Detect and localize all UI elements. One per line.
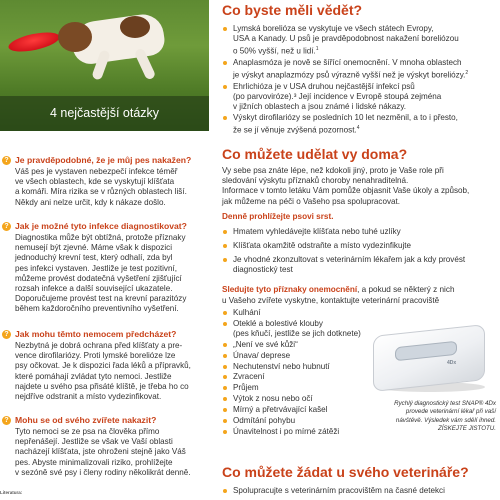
item-line: Klíšťata okamžitě odstraňte a místo vydezinfikujte [233, 241, 412, 251]
qa-question: Je pravděpodobné, že je můj pes nakažen? [15, 155, 192, 165]
answer-line: které pomáhají zvládat tyto nemoci. Jestliže [15, 371, 172, 381]
answer-line: Tyto nemoci se ze psa na člověka přímo [15, 427, 160, 436]
item-line: Spolupracujte s veterinárním pracovištěm na časné detekci [233, 486, 445, 495]
daily-check-list [222, 227, 465, 276]
answer-line: nejdříve odstranit a místo vydezinfikovat. [15, 392, 162, 402]
item-line: Oteklé a bolestivé klouby [233, 318, 323, 328]
answer-line: pes infekci vystaven. Jestliže je test pozitivní, [15, 263, 177, 273]
item-line [233, 44, 468, 57]
section-title-ask-vet: Co můžete žádat u svého veterináře? [222, 464, 469, 480]
list-item [222, 82, 468, 112]
bullet-icon [223, 85, 227, 89]
item-text: že se jí věnuje zvýšená pozornost. [233, 125, 357, 135]
did-you-know-list [222, 24, 468, 137]
bullet-icon [223, 375, 227, 379]
item-line: Lymská borelióza se vyskytuje ve všech státech Evropy, [233, 24, 434, 33]
item-line: (pes kňučí, jestliže se jich dotknete) [233, 328, 361, 338]
list-item [222, 319, 361, 339]
caption-line: provede veterinární lékař při vaší [405, 408, 496, 416]
list-item [222, 227, 465, 237]
answer-line: Diagnostika může být obtížná, protože příznaky [15, 233, 186, 242]
symptom-list [222, 308, 361, 438]
item-line: Je vhodné zkonzultovat s veterinárním lékařem jak a kdy provést [233, 255, 466, 265]
answer-line: během každoročního preventivního vyšetření. [15, 304, 179, 314]
caption-line: ZÍSKEJTE JISTOTU. [438, 424, 496, 432]
list-item [222, 241, 465, 251]
item-line: Výskyt dirofilariózy se posledních 10 let nezměnil, a to i přesto, [233, 113, 458, 123]
bullet-icon [223, 244, 227, 248]
list-item [222, 372, 361, 382]
item-line: Hmatem vyhledávejte klíšťata nebo tuhé uzlíky [233, 227, 401, 236]
bullet-icon [223, 27, 227, 31]
device-brand: 4Dx [447, 360, 457, 366]
item-line: Zvracení [233, 372, 265, 382]
answer-line: najdete u svého psa přisáté klíště, je třeba ho co [15, 381, 189, 391]
intro-line: sledování výskytu příznaků choroby nenahraditelná. [222, 176, 409, 186]
list-item [222, 24, 468, 57]
answer-line: rozsah infekce a další související ukazatele. [15, 284, 173, 294]
qa-question: Jak mohu těmto nemocem předcházet? [15, 329, 177, 339]
symptoms-heading-bold: Sledujte tyto příznaky onemocnění [222, 285, 358, 294]
qa-answer [15, 233, 186, 315]
question-icon: ? [2, 156, 11, 165]
item-line: Ehrlichióza je v USA druhou nejčastější infekcí psů [233, 81, 415, 91]
bullet-icon [223, 419, 227, 423]
answer-line: nemusejí být zjevné. Máme však k dispozici [15, 243, 172, 253]
caption-line: návštěvě. Výsledek vám sdělí ihned. [395, 416, 496, 424]
item-line: USA a Kanady. U psů je pravděpodobnost nakažení boreliózou [233, 34, 459, 44]
dog-head-graphic [58, 22, 92, 52]
qa-question: Mohu se od svého zvířete nakazit? [15, 415, 157, 425]
answer-line: nacházejí klíšťata, jste ohroženi stejně jako Váš [15, 447, 186, 457]
symptoms-heading-text: u Vašeho zvířete vyskytne, kontaktujte veterinární pracoviště [222, 296, 440, 305]
item-text: je výskyt anaplazmózy psů výrazně vyšší než je výskyt boreliózy. [233, 70, 466, 80]
list-item [222, 394, 361, 404]
list-item [222, 383, 361, 393]
answer-line: Doporučujeme provést test na krevní parazitózy [15, 294, 187, 304]
bullet-icon [223, 408, 227, 412]
answer-line: nepřenášejí. Jestliže se však ve Vaší oblasti [15, 437, 173, 447]
qa-answer [15, 427, 190, 478]
answer-line: můžeme provést dodatečná vyšetření zjišťující [15, 273, 182, 283]
bullet-icon [223, 430, 227, 434]
answer-line: ve všech oblastech, kde se vyskytují klíšťata [15, 177, 175, 187]
list-item [222, 427, 361, 437]
bullet-icon [223, 397, 227, 401]
bullet-icon [223, 365, 227, 369]
list-item [222, 340, 361, 350]
item-line: v jižních oblastech a jsou známé i lidské nákazy. [233, 102, 407, 112]
what-you-can-do-intro [222, 166, 469, 207]
daily-check-heading: Denně prohlížejte psovi srst. [222, 212, 334, 221]
answer-line: vence dirofilariózy. Proti lymské borelióze lze [15, 351, 176, 361]
answer-line: psy očkovat. Je k dispozici řada léků a přípravků, [15, 361, 191, 371]
list-item [222, 308, 361, 318]
qa-answer [15, 341, 191, 402]
answer-line: Někdy ani nelze určit, kdy k nákaze došlo. [15, 197, 166, 207]
bullet-icon [223, 354, 227, 358]
question-icon: ? [2, 416, 11, 425]
item-line [233, 68, 468, 81]
qa-answer [15, 167, 187, 208]
bullet-icon [223, 61, 227, 65]
device-caption [344, 400, 496, 433]
item-line: Mírný a přetrvávající kašel [233, 405, 328, 415]
bullet-icon [223, 322, 227, 326]
intro-line: Informace v tomto letáku Vám pomůže objasnit Vaše úkoly a způsob, [222, 186, 470, 196]
item-line: Anaplasmóza je nově se šířící onemocnění. V mnoha oblastech [233, 57, 462, 67]
bullet-icon [223, 258, 227, 262]
list-item [222, 351, 361, 361]
bullet-icon [223, 230, 227, 234]
item-line: Odmítání pohybu [233, 416, 296, 426]
list-item [222, 486, 445, 496]
answer-line: jednoduchý krevní test, který odhalí, zda byl [15, 253, 173, 263]
footnote-ref: 2 [465, 70, 469, 77]
ask-vet-list [222, 486, 445, 497]
device-shell [373, 324, 485, 392]
list-item [222, 405, 361, 415]
list-item [222, 58, 468, 81]
answer-line: Nezbytná je dobrá ochrana před klíšťaty a pre- [15, 341, 183, 350]
footnote-ref: 4 [356, 125, 360, 132]
question-icon: ? [2, 222, 11, 231]
snap-test-device-image [365, 322, 493, 394]
intro-line: jak můžeme na péči o Vašeho psa spolupracovat. [222, 196, 401, 206]
qa-question: Jak je možné tyto infekce diagnostikovat? [15, 221, 187, 231]
symptoms-heading-tail: , a pokud se některý z nich [357, 285, 455, 294]
bullet-icon [223, 386, 227, 390]
dog-patch-graphic [120, 16, 150, 38]
item-line: Únavitelnost i po mírné zátěži [233, 426, 340, 436]
item-line: Únava/ deprese [233, 350, 291, 360]
item-line: Výtok z nosu nebo očí [233, 394, 313, 404]
bullet-icon [223, 116, 227, 120]
item-line: Nechutenství nebo hubnutí [233, 361, 330, 371]
bullet-icon [223, 343, 227, 347]
list-item [222, 255, 465, 275]
list-item [222, 113, 468, 136]
item-line: (po parvoviróze).³ Její incidence v Evropě stoupá zejména [233, 91, 442, 101]
symptoms-heading-line2 [222, 296, 439, 306]
question-icon: ? [2, 330, 11, 339]
hero-caption: 4 nejčastější otázky [0, 96, 209, 131]
literature-label: Literatura: [0, 490, 23, 495]
answer-line: Váš pes je vystaven nebezpečí infekce téměř [15, 167, 178, 176]
item-line: diagnostický test [233, 265, 293, 275]
footnote-ref: 1 [315, 46, 319, 53]
list-item [222, 416, 361, 426]
item-line: Kulhání [233, 308, 261, 317]
item-text: o 50% vyšší, než u lidí. [233, 46, 316, 56]
intro-line: Vy sebe psa znáte lépe, než kdokoli jiný, proto je Vaše role při [222, 166, 444, 175]
item-line: „Není ve své kůži“ [233, 339, 298, 349]
item-line: Průjem [233, 383, 259, 393]
answer-line: pes. Abyste minimalizovali riziko, prohlížejte [15, 457, 173, 467]
answer-line: v sezóně své psy i členy rodiny několikrát denně. [15, 467, 191, 477]
frisbee-graphic [7, 29, 61, 55]
item-line [233, 123, 468, 136]
answer-line: a komáři. Míra rizika se v různých oblastech liší. [15, 187, 187, 197]
bullet-icon [223, 489, 227, 493]
section-title-did-you-know: Co byste měli vědět? [222, 2, 363, 18]
hero-image [0, 0, 209, 131]
section-title-what-you-can-do: Co můžete udělat vy doma? [222, 146, 408, 162]
list-item [222, 362, 361, 372]
caption-line: Rychlý diagnostický test SNAP® 4Dx [394, 400, 496, 407]
symptoms-heading [222, 285, 455, 294]
bullet-icon [223, 311, 227, 315]
